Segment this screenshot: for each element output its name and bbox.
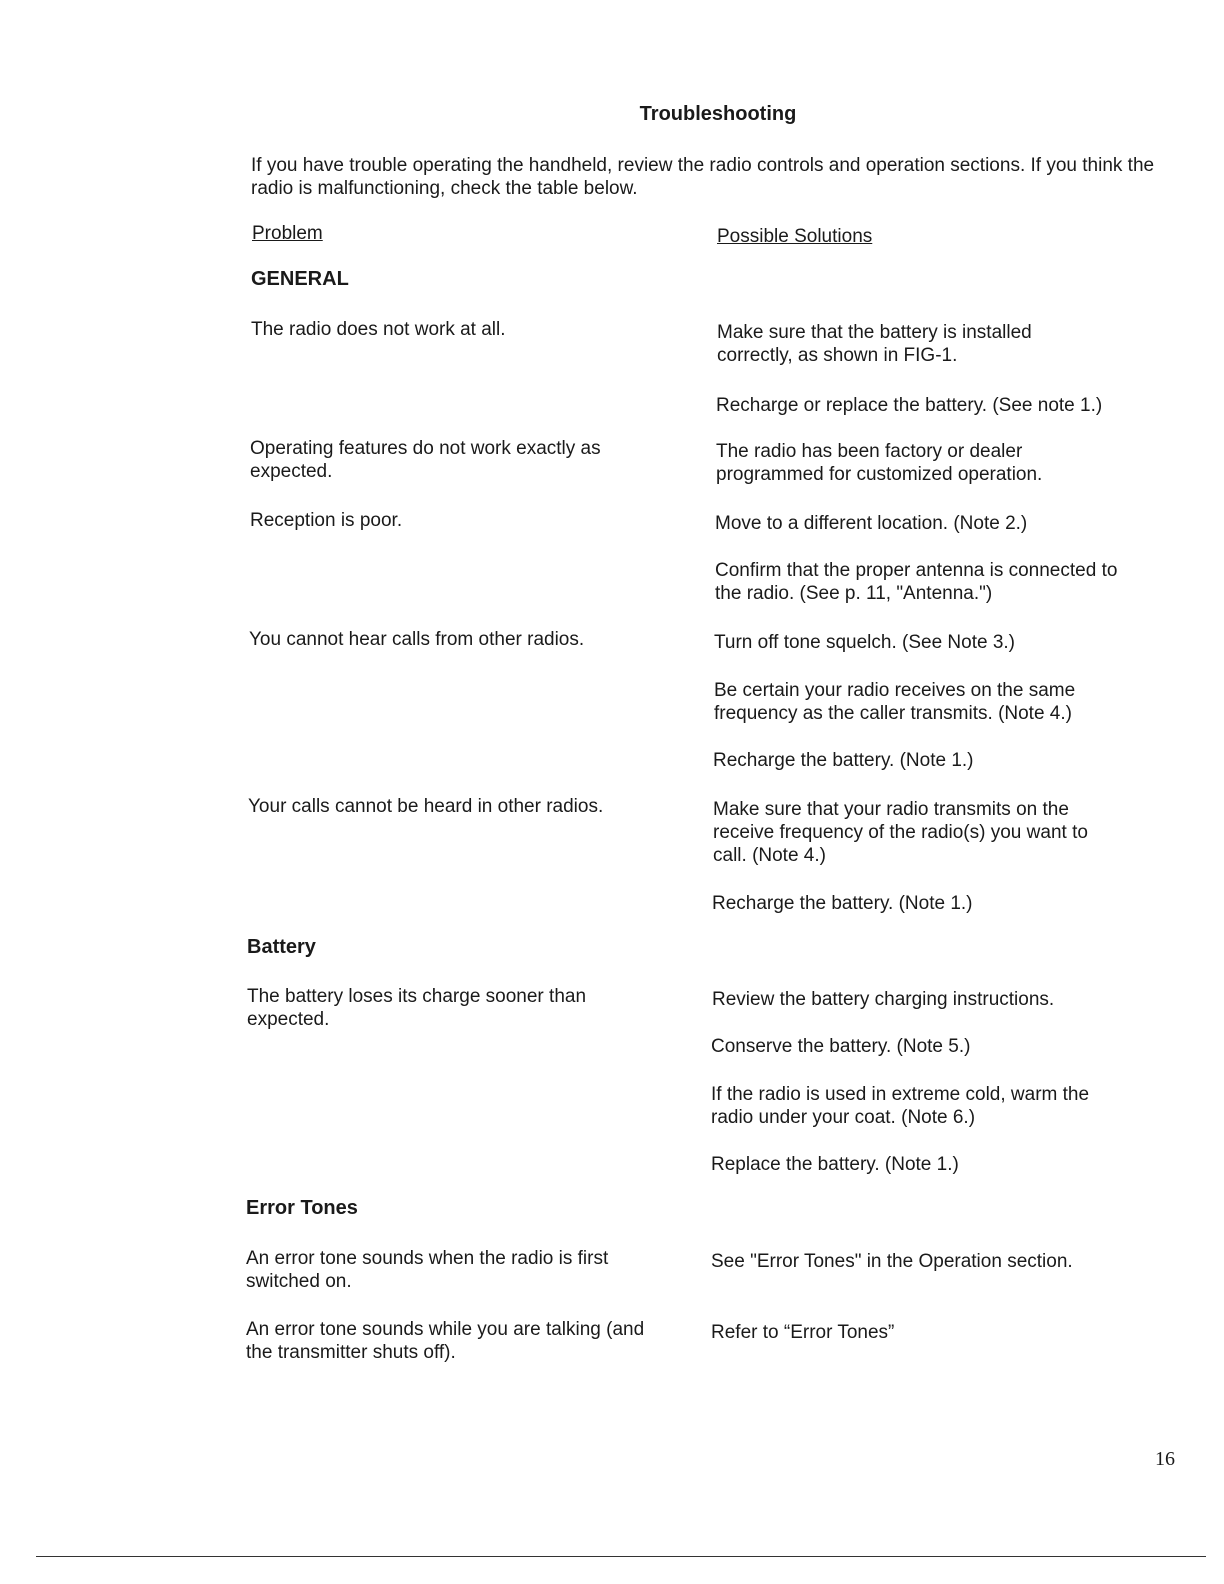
page-title: Troubleshooting: [639, 103, 797, 125]
column-header-problem: Problem: [252, 223, 323, 244]
solution-item: Recharge the battery. (Note 1.): [713, 750, 974, 771]
solution-item: Recharge or replace the battery. (See note 1.): [716, 395, 1103, 416]
solution-item: If the radio is used in extreme cold, warm the radio under your coat. (Note 6.): [711, 1084, 1090, 1128]
solution-item: Replace the battery. (Note 1.): [711, 1154, 959, 1175]
problem-item: Reception is poor.: [250, 510, 403, 531]
solution-item: Make sure that the battery is installed correctly, as shown in FIG-1.: [717, 322, 1032, 366]
solution-item: Move to a different location. (Note 2.): [715, 513, 1028, 534]
intro-paragraph: If you have trouble operating the handheld, review the radio controls and operation sections. If you think the radio is malfunctioning, check the table below.: [251, 155, 1155, 199]
solution-item: Make sure that your radio transmits on the receive frequency of the radio(s) you want to call. (Note 4.): [713, 799, 1088, 866]
solution-item: Be certain your radio receives on the same frequency as the caller transmits. (Note 4.): [714, 680, 1076, 724]
column-header-solutions: Possible Solutions: [717, 226, 873, 247]
problem-item: An error tone sounds while you are talking (and the transmitter shuts off).: [246, 1319, 645, 1363]
problem-item: The battery loses its charge sooner than expected.: [247, 986, 587, 1030]
footer-rule: [36, 1556, 1206, 1557]
problem-item: An error tone sounds when the radio is first switched on.: [246, 1248, 609, 1292]
page-number: 16: [1155, 1448, 1175, 1470]
problem-item: Your calls cannot be heard in other radios.: [248, 796, 604, 817]
solution-item: Turn off tone squelch. (See Note 3.): [714, 632, 1016, 653]
problem-item: You cannot hear calls from other radios.: [249, 629, 585, 650]
solution-item: Review the battery charging instructions.: [712, 989, 1055, 1010]
section-heading-battery: Battery: [247, 936, 316, 958]
solution-item: The radio has been factory or dealer programmed for customized operation.: [716, 441, 1043, 485]
solution-item: Conserve the battery. (Note 5.): [711, 1036, 971, 1057]
solution-item: Confirm that the proper antenna is connected to the radio. (See p. 11, "Antenna."): [715, 560, 1118, 604]
solution-item: Refer to “Error Tones”: [711, 1322, 895, 1343]
section-heading-error-tones: Error Tones: [246, 1197, 358, 1219]
section-heading-general: GENERAL: [251, 268, 349, 290]
problem-item: The radio does not work at all.: [251, 319, 506, 340]
solution-item: Recharge the battery. (Note 1.): [712, 893, 973, 914]
problem-item: Operating features do not work exactly as expected.: [250, 438, 601, 482]
solution-item: See "Error Tones" in the Operation section.: [711, 1251, 1073, 1272]
